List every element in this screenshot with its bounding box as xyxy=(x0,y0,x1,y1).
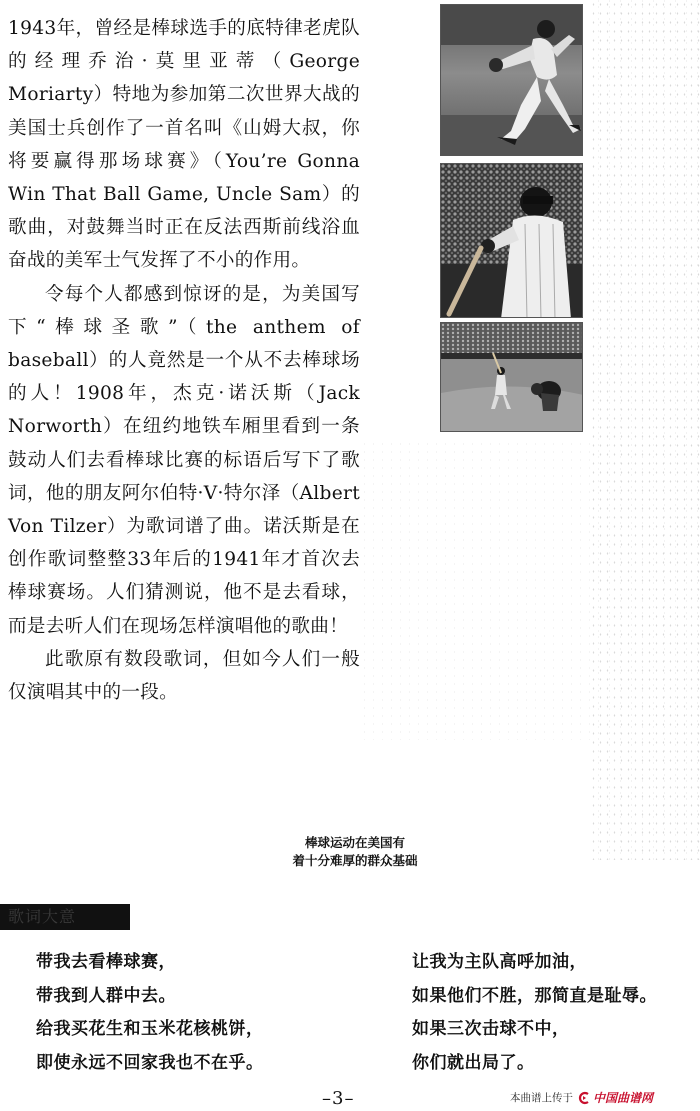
lyric-line: 让我为主队高呼加油， xyxy=(412,952,587,972)
baseball-game-field-photo xyxy=(440,322,583,432)
lyric-line: 即使永远不回家我也不在乎。 xyxy=(36,1052,264,1073)
paragraph-1: 1943年，曾经是棒球选手的底特律老虎队的经理乔治·莫里亚蒂（George Moriarty）特地为参加第二次世界大战的美国士兵创作了一首名叫《山姆大叔，你将要赢得那场球赛》（You’re Gonna Win That Ball Game, Uncle Sam）的歌曲，对鼓舞当时正在反法西斯前线浴血奋战的美军士气发挥了不小的作用。 xyxy=(8,18,360,272)
photo-caption xyxy=(200,834,510,870)
scan-texture-lower xyxy=(360,440,590,740)
lyrics-right-column xyxy=(412,946,657,1080)
article-body xyxy=(8,12,360,709)
watermark-brand[interactable]: 中国曲谱网 xyxy=(593,1090,654,1105)
baseball-batter-closeup-photo xyxy=(440,163,583,318)
lyric-line: 如果三次击球不中， xyxy=(412,1019,570,1039)
lyric-line: 给我买花生和玉米花核桃饼， xyxy=(36,1019,264,1039)
lyrics-left-column xyxy=(36,946,264,1080)
page-number: –3– xyxy=(322,1088,355,1109)
lyric-line: 你们就出局了。 xyxy=(412,1052,535,1073)
paragraph-3: 此歌原有数段歌词，但如今人们一般仅演唱其中的一段。 xyxy=(8,648,360,704)
lyrics-section-tag: 歌词大意 xyxy=(0,904,130,930)
site-logo-icon xyxy=(577,1090,591,1104)
watermark-text: 本曲谱上传于 xyxy=(510,1091,573,1104)
lyric-line: 如果他们不胜，那简直是耻辱。 xyxy=(412,985,657,1006)
lyric-line: 带我去看棒球赛， xyxy=(36,952,176,972)
scan-texture xyxy=(590,0,700,860)
paragraph-2: 令每个人都感到惊讶的是，为美国写下“棒球圣歌”（the anthem of baseball）的人竟然是一个从不去棒球场的人！1908年，杰克·诺沃斯（Jack Norworth）在纽约地铁车厢里看到一条鼓动人们去看棒球比赛的标语后写下了歌词，他的朋友阿尔伯特·V·特尔泽（Albert Von Tilzer）为歌词谱了曲。诺沃斯是在创作歌词整整33年后的1941年才首次去棒球赛场。人们猜测说，他不是去看球，而是去听人们在现场怎样演唱他的歌曲！ xyxy=(8,283,360,637)
caption-line-2: 着十分难厚的群众基础 xyxy=(292,853,418,868)
caption-line-1: 棒球运动在美国有 xyxy=(304,835,405,850)
lyric-line: 带我到人群中去。 xyxy=(36,985,176,1006)
site-watermark xyxy=(510,1087,653,1107)
baseball-pitcher-photo xyxy=(440,4,583,156)
